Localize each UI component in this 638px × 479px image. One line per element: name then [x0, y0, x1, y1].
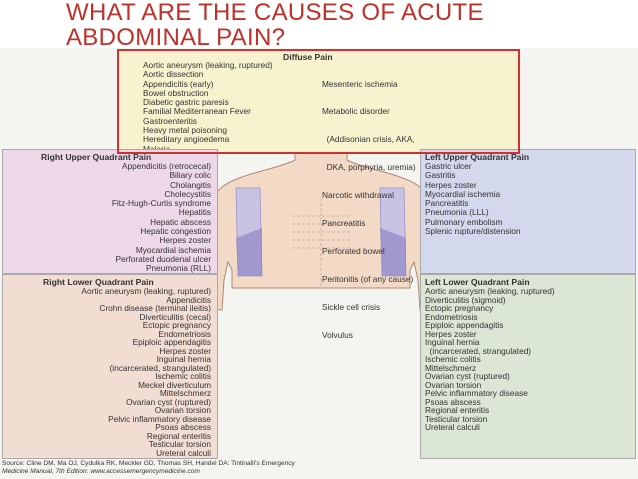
list-item: Pelvic inflammatory disease [425, 388, 528, 398]
list-item: Appendicitis (early) [143, 78, 214, 89]
list-item: Perforated bowel [322, 245, 385, 256]
slide-title [66, 0, 536, 46]
ruq-pain-list [112, 162, 211, 283]
list-item: Ectopic pregnancy [425, 303, 494, 313]
list-item: Ovarian torsion [425, 379, 482, 390]
list-item: Ovarian cyst (ruptured) [126, 396, 211, 407]
slide-title-line-2: ABDOMINAL PAIN? [66, 24, 286, 46]
list-item: Gastritis [425, 170, 456, 181]
llq-pain-heading: Left Lower Quadrant Pain [425, 277, 530, 287]
list-item: Regional enteritis [425, 405, 490, 415]
list-item: Diabetic gastric paresis [143, 97, 229, 108]
list-item: Gastroenteritis [143, 115, 197, 126]
list-item: Mesenteric ischemia [322, 78, 398, 89]
slide-title-line-1: WHAT ARE THE CAUSES OF ACUTE [66, 0, 484, 26]
list-item: Ischemic colitis [425, 354, 481, 364]
list-item: Herpes zoster [159, 345, 211, 356]
list-item: Peritonitis (of any cause) [322, 273, 414, 284]
list-item: Appendicitis [166, 294, 211, 305]
list-item: Mittelschmerz [425, 362, 477, 373]
list-item: Meckel diverticulum [138, 379, 211, 390]
list-item: DKA, porphyria, uremia) [322, 162, 416, 173]
list-item: Psoas abscess [155, 422, 211, 432]
list-item: Hepatitis [178, 207, 211, 218]
list-item: Pneumonia (RLL) [145, 263, 211, 274]
list-item: Perforated duodenal ulcer [115, 253, 211, 264]
list-item: Aortic aneurysm (leaking, ruptured) [81, 286, 211, 296]
list-item: Myocardial ischemia [425, 188, 501, 199]
list-item: Pelvic inflammatory disease [108, 413, 211, 424]
list-item: Gastric ulcer [425, 161, 472, 171]
llq-pain-box [420, 274, 636, 459]
list-item: Inguinal hernia [156, 354, 211, 364]
list-item: Ureteral calculi [425, 422, 480, 432]
list-item: Inguinal hernia [425, 337, 480, 347]
list-item: Crohn disease (terminal ileitis) [99, 303, 211, 313]
list-item: Mittelschmerz [159, 388, 211, 398]
list-item: Volvulus [322, 329, 353, 340]
llq-pain-list [425, 287, 555, 432]
rlq-pain-list [81, 287, 211, 457]
list-item: Aortic aneurysm (leaking, ruptured) [143, 60, 273, 70]
rlq-pain-heading: Right Lower Quadrant Pain [43, 277, 154, 287]
list-item: (Addisonian crisis, AKA, [322, 134, 415, 145]
list-item: Ovarian torsion [154, 405, 211, 415]
list-item: Heavy metal poisoning [143, 125, 227, 136]
list-item: Myocardial ischemia [135, 244, 211, 255]
list-item: Aortic dissection [143, 69, 204, 80]
list-item: Sickle cell crisis [322, 301, 381, 312]
list-item: Pancreatitis [322, 218, 366, 229]
list-item: Herpes zoster [425, 328, 477, 339]
list-item: Diverticulitis (cecal) [139, 311, 211, 322]
luq-pain-heading: Left Upper Quadrant Pain [425, 152, 530, 162]
list-item: Endometriosis [158, 328, 211, 339]
diffuse-highlight-frame [117, 49, 520, 154]
list-item: Endometriosis [425, 311, 478, 322]
list-item: Narcotic withdrawal [322, 190, 394, 201]
ruq-pain-heading: Right Upper Quadrant Pain [41, 152, 152, 162]
source-line-2: Medicine Manual, 7th Edition: www.accessemergencymedicine.com [2, 467, 200, 475]
list-item: Cholangitis [169, 179, 211, 190]
list-item: Pulmonary embolism [425, 216, 503, 227]
list-item: Diverticulitis (sigmoid) [425, 294, 506, 305]
list-item: Ischemic colitis [155, 371, 211, 381]
list-item: Hepatic abscess [150, 216, 211, 227]
list-item: Pancreatitis [425, 198, 469, 209]
list-item: Biliary colic [169, 170, 211, 181]
diffuse-pain-heading: Diffuse Pain [283, 52, 333, 62]
source-citation [2, 460, 602, 475]
list-item: Pneumonia (LLL) [425, 207, 489, 218]
list-item: Ectopic pregnancy [142, 320, 211, 330]
list-item: Fitz-Hugh-Curtis syndrome [111, 198, 211, 209]
list-item: Metabolic disorder [322, 106, 390, 117]
list-item: (incarcerated, strangulated) [425, 345, 532, 356]
list-item: Hereditary angioedema [143, 134, 230, 145]
list-item: Testicular torsion [148, 439, 211, 449]
luq-pain-list [425, 162, 520, 236]
list-item: Psoas abscess [425, 396, 481, 407]
list-item: Epiploic appendagitis [132, 337, 211, 347]
list-item: Testicular torsion [425, 413, 488, 424]
list-item: Bowel obstruction [143, 87, 209, 98]
list-item: Herpes zoster [425, 179, 477, 190]
list-item: Splenic rupture/distension [425, 226, 521, 237]
list-item: Appendicitis (retrocecal) [122, 161, 211, 171]
list-item: Familial Mediterranean Fever [143, 106, 251, 117]
list-item: Regional enteritis [146, 430, 211, 441]
list-item: Ureteral calculi [156, 447, 211, 458]
list-item: Cholecystitis [164, 188, 211, 199]
rlq-pain-box [2, 274, 218, 459]
luq-pain-box [420, 149, 636, 274]
list-item: Herpes zoster [159, 235, 211, 246]
list-item: Hepatic congestion [140, 226, 211, 237]
list-item: Aortic aneurysm (leaking, ruptured) [425, 286, 555, 296]
source-line-1: Source: Cline DM, Ma OJ, Cydulka RK, Meckler GD, Thomas SH, Handel DA: Tintinalli's Emergency [2, 460, 295, 467]
ruq-pain-box [2, 149, 218, 274]
list-item: Epiploic appendagitis [425, 320, 504, 330]
list-item: Ovarian cyst (ruptured) [425, 371, 510, 381]
list-item: (incarcerated, strangulated) [109, 362, 211, 373]
